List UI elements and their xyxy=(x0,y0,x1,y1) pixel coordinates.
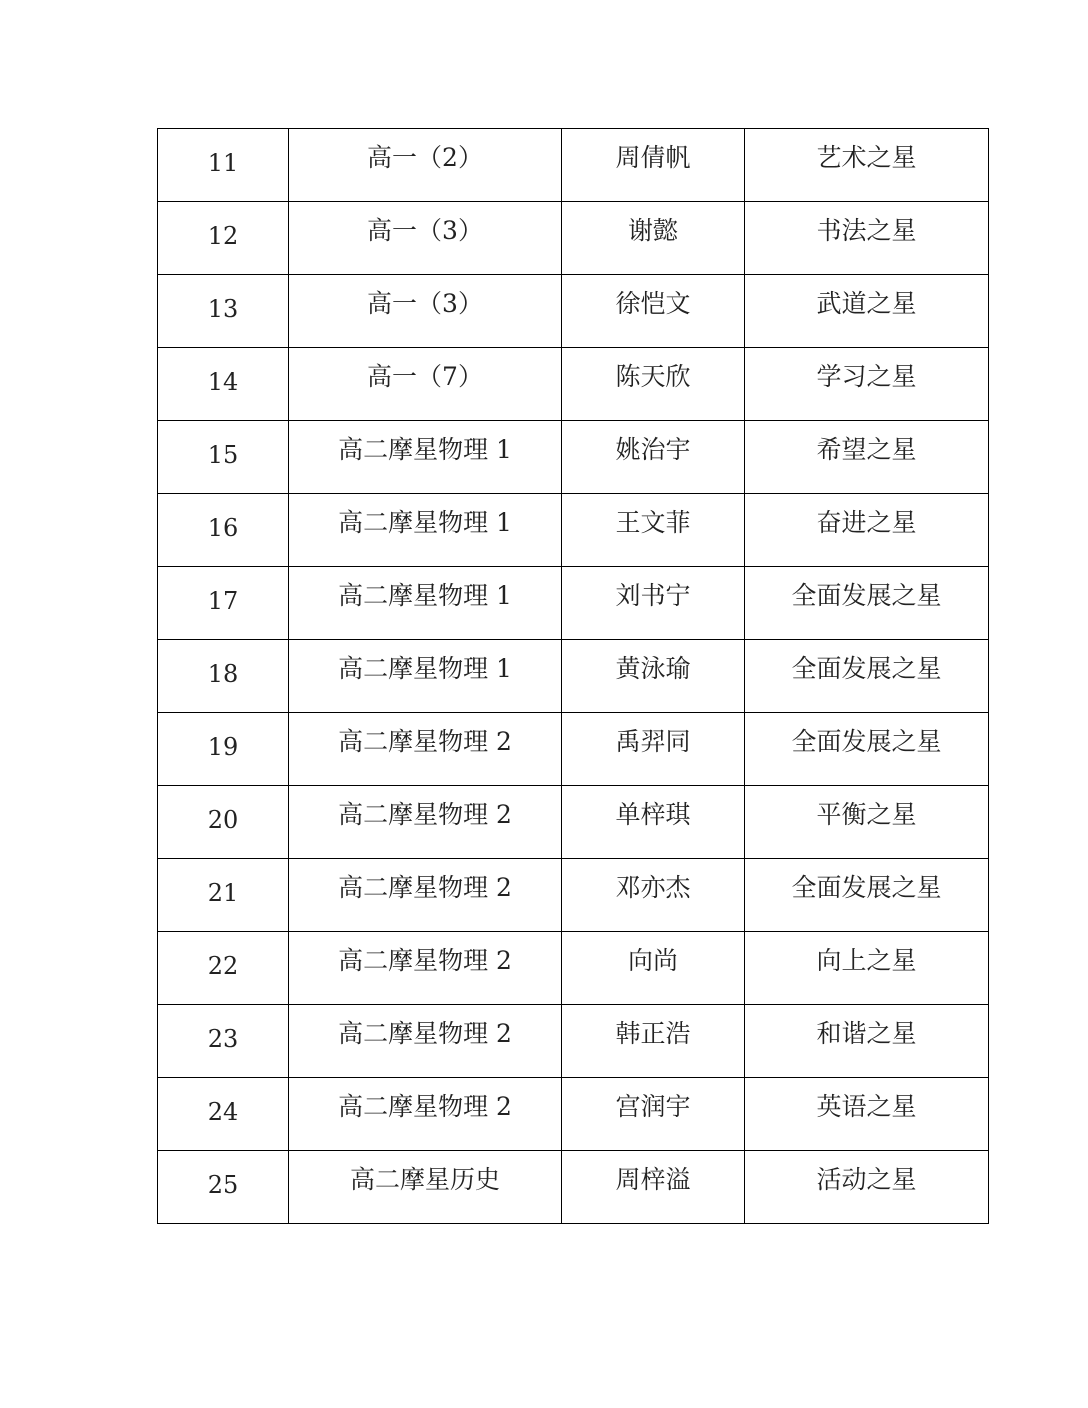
row-number-cell xyxy=(158,1005,289,1078)
class-cell xyxy=(289,640,562,713)
class-cell xyxy=(289,275,562,348)
student-name-cell xyxy=(562,713,745,786)
award-cell xyxy=(745,1005,989,1078)
row-number-cell-text: 24 xyxy=(207,1098,239,1126)
table-row xyxy=(158,713,989,786)
student-name-cell xyxy=(562,421,745,494)
award-cell xyxy=(745,786,989,859)
row-number-cell-text: 21 xyxy=(207,879,239,907)
row-number-cell xyxy=(158,129,289,202)
awards-table-body xyxy=(158,129,989,1224)
class-cell xyxy=(289,421,562,494)
award-cell-text: 英语之星 xyxy=(816,1092,917,1121)
class-cell-text: 高二摩星物理 1 xyxy=(338,508,512,537)
student-name-cell-text: 王文菲 xyxy=(615,508,691,537)
row-number-cell xyxy=(158,494,289,567)
row-number-cell xyxy=(158,713,289,786)
row-number-cell-text: 16 xyxy=(207,514,239,542)
class-cell-text: 高二摩星物理 2 xyxy=(338,800,512,829)
award-cell-text: 书法之星 xyxy=(816,216,917,245)
row-number-cell-text: 15 xyxy=(207,441,239,469)
class-cell xyxy=(289,1005,562,1078)
award-cell-text: 平衡之星 xyxy=(816,800,917,829)
table-row xyxy=(158,348,989,421)
student-name-cell-text: 姚治宇 xyxy=(615,435,691,464)
table-row xyxy=(158,494,989,567)
class-cell-text: 高二摩星物理 2 xyxy=(338,1019,512,1048)
class-cell-text: 高一（3） xyxy=(367,289,483,318)
table-row xyxy=(158,129,989,202)
award-cell xyxy=(745,932,989,1005)
class-cell xyxy=(289,348,562,421)
award-cell xyxy=(745,275,989,348)
student-name-cell xyxy=(562,859,745,932)
row-number-cell xyxy=(158,859,289,932)
student-name-cell-text: 禹羿同 xyxy=(615,727,691,756)
table-row xyxy=(158,1005,989,1078)
award-cell-text: 全面发展之星 xyxy=(791,654,942,683)
award-cell-text: 活动之星 xyxy=(816,1165,917,1194)
class-cell-text: 高二摩星物理 2 xyxy=(338,727,512,756)
student-name-cell xyxy=(562,1151,745,1224)
student-name-cell xyxy=(562,1005,745,1078)
row-number-cell xyxy=(158,1151,289,1224)
student-name-cell-text: 陈天欣 xyxy=(615,362,691,391)
student-name-cell-text: 向尚 xyxy=(627,946,678,975)
table-row xyxy=(158,202,989,275)
row-number-cell xyxy=(158,567,289,640)
student-name-cell xyxy=(562,494,745,567)
award-cell xyxy=(745,1078,989,1151)
award-cell xyxy=(745,713,989,786)
award-cell xyxy=(745,1151,989,1224)
student-name-cell xyxy=(562,932,745,1005)
table-row xyxy=(158,421,989,494)
class-cell-text: 高一（7） xyxy=(367,362,483,391)
table-row xyxy=(158,275,989,348)
award-cell-text: 全面发展之星 xyxy=(791,727,942,756)
row-number-cell xyxy=(158,421,289,494)
row-number-cell-text: 17 xyxy=(207,587,239,615)
award-cell xyxy=(745,567,989,640)
row-number-cell-text: 18 xyxy=(207,660,239,688)
student-name-cell-text: 周倩帆 xyxy=(615,143,691,172)
student-name-cell xyxy=(562,348,745,421)
student-name-cell xyxy=(562,1078,745,1151)
class-cell xyxy=(289,494,562,567)
class-cell-text: 高二摩星物理 1 xyxy=(338,654,512,683)
class-cell-text: 高二摩星物理 1 xyxy=(338,581,512,610)
student-name-cell-text: 刘书宁 xyxy=(615,581,691,610)
class-cell xyxy=(289,1078,562,1151)
class-cell-text: 高二摩星物理 1 xyxy=(338,435,512,464)
class-cell-text: 高一（2） xyxy=(367,143,483,172)
student-name-cell-text: 徐恺文 xyxy=(615,289,691,318)
row-number-cell-text: 14 xyxy=(207,368,239,396)
student-name-cell-text: 韩正浩 xyxy=(615,1019,691,1048)
class-cell-text: 高二摩星物理 2 xyxy=(338,873,512,902)
student-name-cell xyxy=(562,275,745,348)
row-number-cell-text: 13 xyxy=(207,295,239,323)
awards-table xyxy=(157,128,989,1224)
student-name-cell-text: 单梓琪 xyxy=(615,800,691,829)
award-cell-text: 和谐之星 xyxy=(816,1019,917,1048)
class-cell-text: 高二摩星物理 2 xyxy=(338,946,512,975)
student-name-cell-text: 周梓溢 xyxy=(615,1165,691,1194)
row-number-cell xyxy=(158,932,289,1005)
student-name-cell xyxy=(562,786,745,859)
row-number-cell xyxy=(158,275,289,348)
award-cell xyxy=(745,129,989,202)
student-name-cell-text: 谢懿 xyxy=(627,216,678,245)
row-number-cell-text: 12 xyxy=(207,222,239,250)
class-cell-text: 高一（3） xyxy=(367,216,483,245)
row-number-cell-text: 20 xyxy=(207,806,239,834)
award-cell xyxy=(745,202,989,275)
award-cell xyxy=(745,348,989,421)
student-name-cell-text: 邓亦杰 xyxy=(615,873,691,902)
award-cell xyxy=(745,859,989,932)
class-cell xyxy=(289,1151,562,1224)
row-number-cell xyxy=(158,348,289,421)
table-row xyxy=(158,786,989,859)
row-number-cell-text: 11 xyxy=(207,149,239,177)
class-cell-text: 高二摩星历史 xyxy=(349,1165,500,1194)
student-name-cell xyxy=(562,129,745,202)
class-cell xyxy=(289,129,562,202)
award-cell xyxy=(745,421,989,494)
table-row xyxy=(158,1151,989,1224)
award-cell-text: 奋进之星 xyxy=(816,508,917,537)
row-number-cell-text: 25 xyxy=(207,1171,239,1199)
award-cell-text: 全面发展之星 xyxy=(791,581,942,610)
row-number-cell-text: 23 xyxy=(207,1025,239,1053)
table-row xyxy=(158,932,989,1005)
class-cell xyxy=(289,932,562,1005)
award-cell-text: 希望之星 xyxy=(816,435,917,464)
student-name-cell-text: 黄泳瑜 xyxy=(615,654,691,683)
table-row xyxy=(158,1078,989,1151)
row-number-cell xyxy=(158,202,289,275)
table-row xyxy=(158,859,989,932)
award-cell-text: 学习之星 xyxy=(816,362,917,391)
award-cell-text: 全面发展之星 xyxy=(791,873,942,902)
class-cell xyxy=(289,713,562,786)
award-cell-text: 向上之星 xyxy=(816,946,917,975)
class-cell-text: 高二摩星物理 2 xyxy=(338,1092,512,1121)
row-number-cell xyxy=(158,786,289,859)
table-row xyxy=(158,640,989,713)
class-cell xyxy=(289,859,562,932)
class-cell xyxy=(289,567,562,640)
award-cell xyxy=(745,494,989,567)
student-name-cell xyxy=(562,202,745,275)
student-name-cell xyxy=(562,640,745,713)
class-cell xyxy=(289,202,562,275)
award-cell-text: 艺术之星 xyxy=(816,143,917,172)
class-cell xyxy=(289,786,562,859)
row-number-cell-text: 19 xyxy=(207,733,239,761)
award-cell-text: 武道之星 xyxy=(816,289,917,318)
row-number-cell xyxy=(158,1078,289,1151)
student-name-cell xyxy=(562,567,745,640)
row-number-cell xyxy=(158,640,289,713)
student-name-cell-text: 宫润宇 xyxy=(615,1092,691,1121)
award-cell xyxy=(745,640,989,713)
row-number-cell-text: 22 xyxy=(207,952,239,980)
table-row xyxy=(158,567,989,640)
